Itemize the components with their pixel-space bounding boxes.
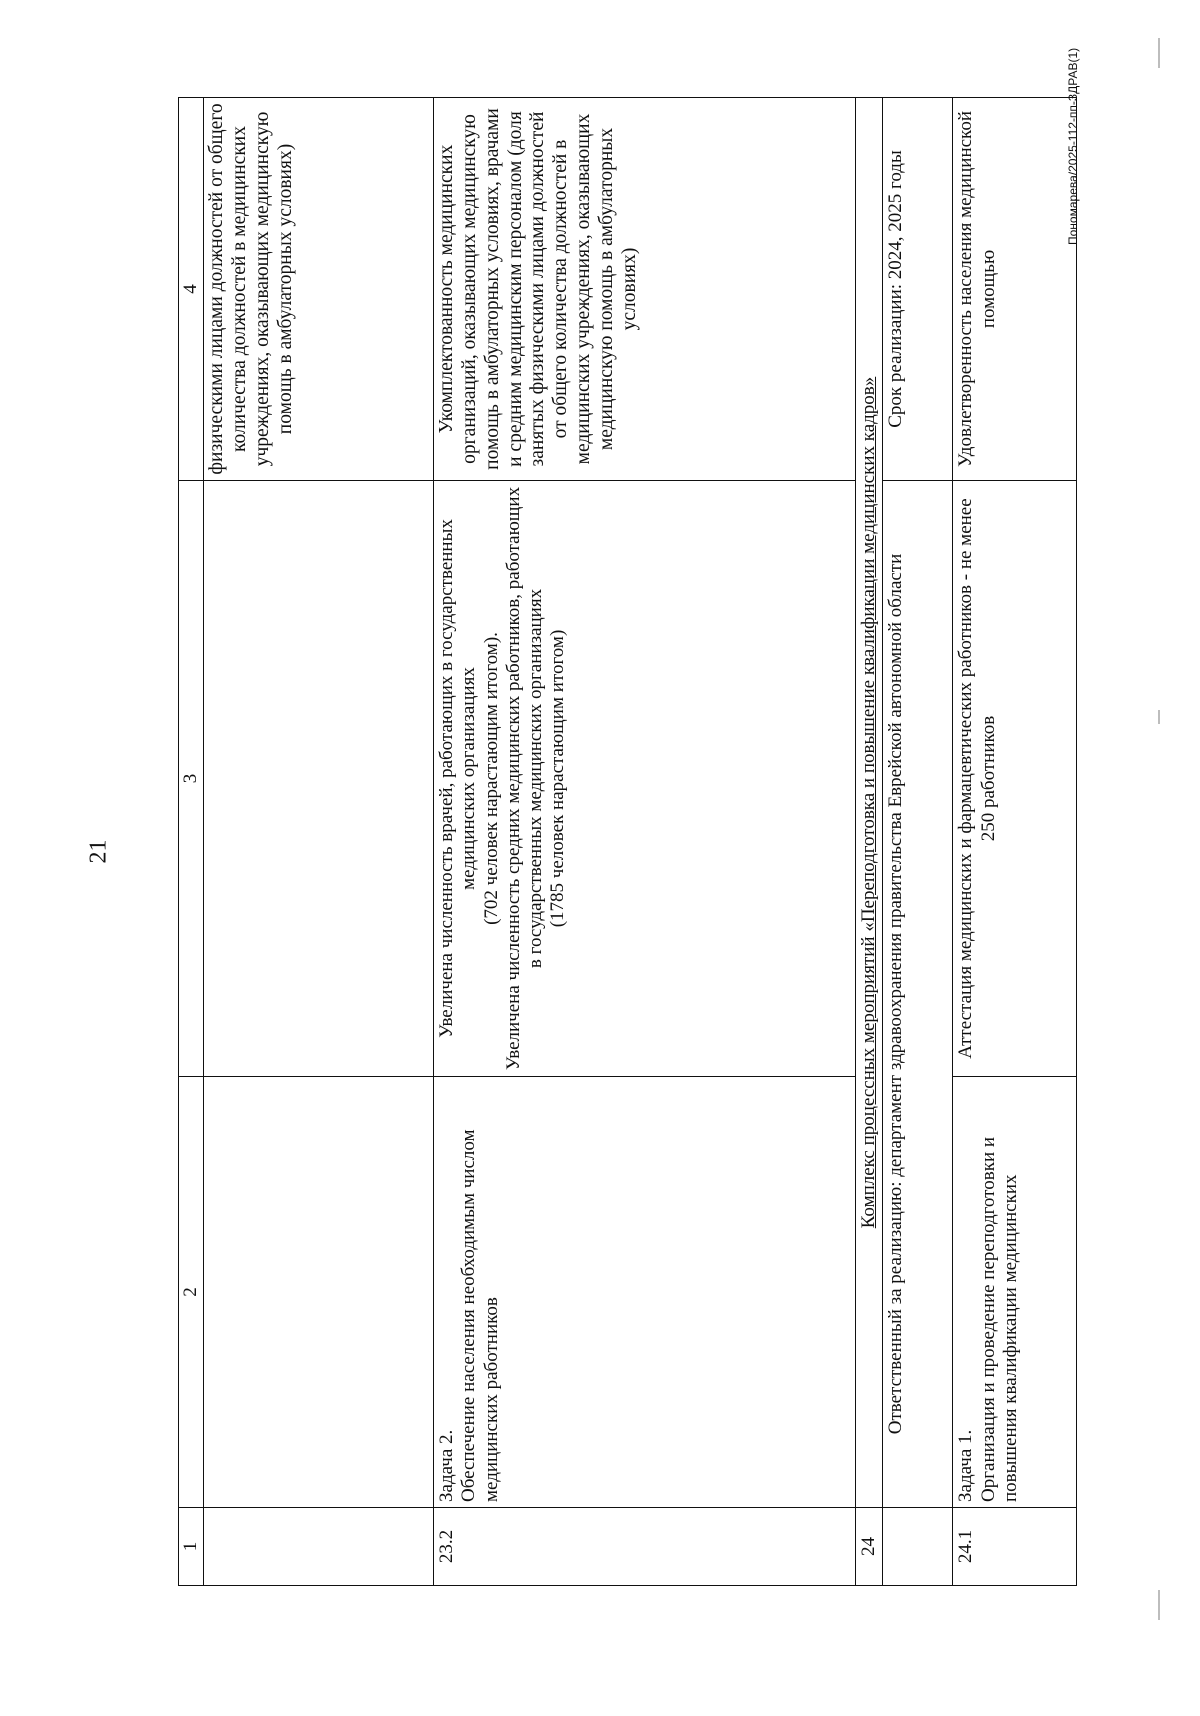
term-cell: Срок реализации: 2024, 2025 годы [883,98,953,481]
scan-mark-top [1158,38,1160,68]
scan-mark-bottom [1158,1590,1160,1620]
table-row-24 [856,98,883,1586]
document-footer-code: Пономарева/2025-112-пп-ЗДРАВ(1) [1066,47,1080,245]
process-complex-title: Комплекс процессных мероприятий «Переподготовка и повышение квалификации медицинских кадров» [856,98,883,1508]
rotated-table-container [178,98,1140,1586]
header-col-2: 2 [179,1077,204,1508]
result-nurses-note: (1785 человек нарастающим итогом) [547,629,569,928]
result-cell [434,481,856,1077]
cell-empty [204,1508,434,1586]
task-label: Задача 2. [436,1429,458,1502]
cell-empty [204,481,434,1077]
task-label: Задача 1. [955,1429,977,1502]
result-doctors: Увеличена численность врачей, работающих в государственных медицинских организациях [436,519,480,1038]
header-col-3: 3 [179,481,204,1077]
cell-empty [883,1508,953,1586]
result-nurses: Увеличена численность средних медицинских работников, работающих в государственных медицинских организациях [502,486,547,1071]
responsible-cell: Ответственный за реализацию: департамент здравоохранения правительства Еврейской автономной области [883,481,953,1508]
header-col-1: 1 [179,1508,204,1586]
row-number: 24 [856,1508,883,1586]
header-col-4: 4 [179,98,204,481]
program-table [178,97,1077,1586]
page-number: 21 [85,839,112,864]
table-header-row [179,98,204,1586]
task-text: Организация и проведение переподготовки и повышения квалификации медицинских [977,1136,1021,1502]
result-cell: Аттестация медицинских и фармацевтических работников - не менее 250 работников [953,481,1077,1077]
table-row-24-responsible [883,98,953,1586]
indicator-cell: Укомплектованность медицинских организаций, оказывающих медицинскую помощь в амбулаторных условиях, врачами и средним медицинским персоналом (доля занятых физическими лицами должностей от общего количества должностей в медицинских учреждениях, оказывающих медицинскую помощь в амбулаторных условиях) [434,98,856,481]
task-text: Обеспечение населения необходимым числом медицинских работников [458,1129,502,1502]
row-number: 23.2 [434,1508,856,1586]
task-cell [434,1077,856,1508]
table-row-continuation [204,98,434,1586]
task-cell [953,1077,1077,1508]
indicator-continuation: физическими лицами должностей от общего количества должностей в медицинских учреждениях, оказывающих медицинскую помощь в амбулаторных условиях) [204,98,434,481]
scan-mark-middle [1158,710,1160,724]
table-row-24-1 [953,98,1077,1586]
cell-empty [204,1077,434,1508]
table-row-23-2 [434,98,856,1586]
indicator-cell: Удовлетворенность населения медицинской помощью [953,98,1077,481]
result-doctors-note: (702 человек нарастающим итогом). [480,632,502,925]
row-number: 24.1 [953,1508,1077,1586]
